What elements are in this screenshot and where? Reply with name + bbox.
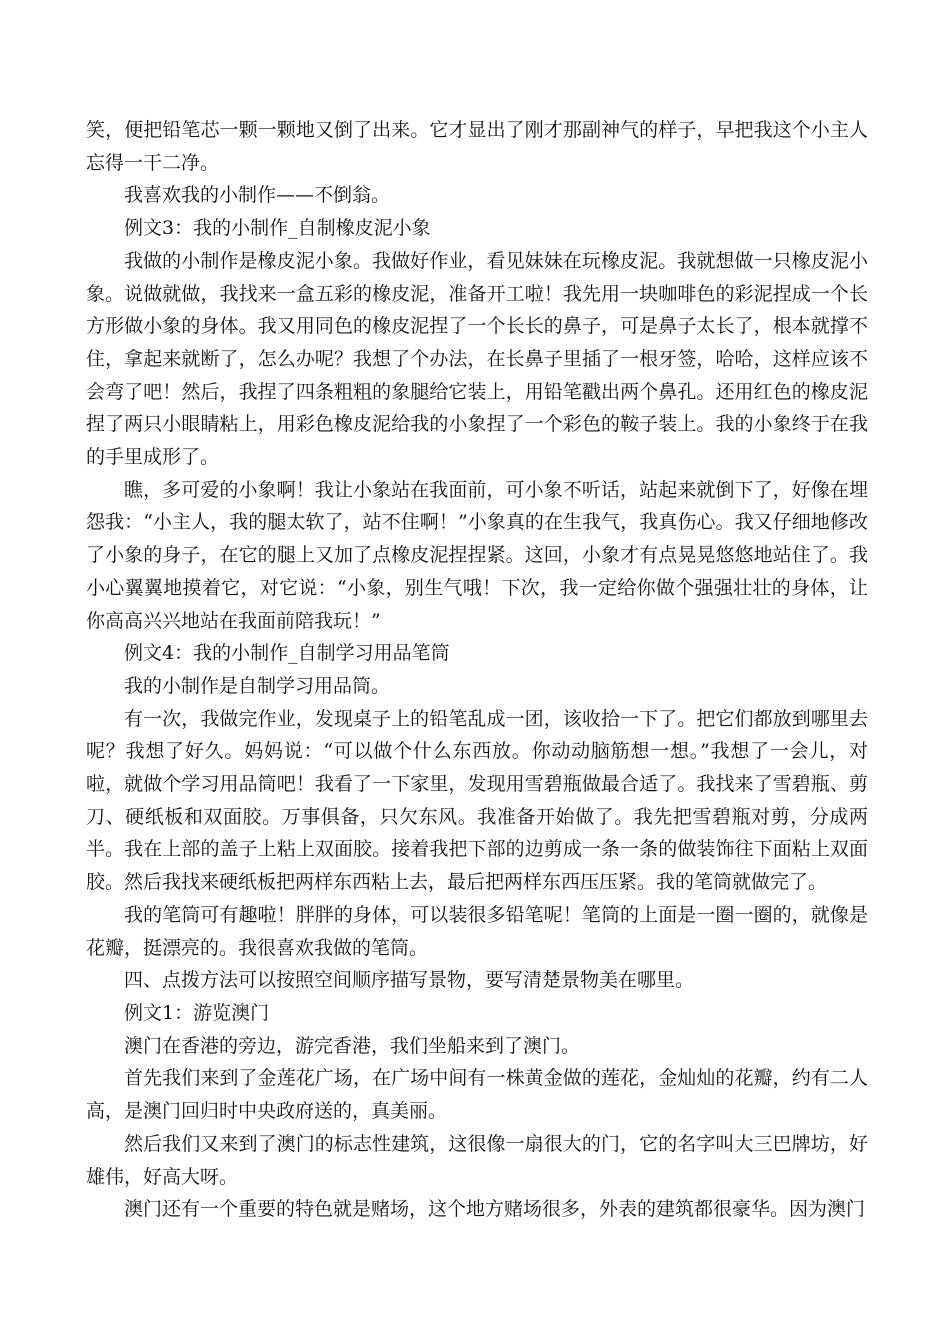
paragraph-12: 澳门在香港的旁边，游完香港，我们坐船来到了澳门。 [124, 1034, 581, 1057]
paragraph-5: 瞧，多可爱的小象啊！我让小象站在我面前，可小象不听话，站起来就倒下了，好像在埋怨我：“小主人，我的腿太软了，站不住啊！”小象真的在生我气，我真伤心。我又仔细地修改了小象的身子，在它的腿上又加了点橡皮泥捏捏紧。这回，小象才有点晃晃悠悠地站住了。我小心翼翼地摸着它，对它说：“小象，别生气哦！下次，我一定给你做个强强壮壮的身体，让你高高兴兴地站在我面前陪我玩！” [86, 478, 868, 632]
example-heading-4: 例文4：我的小制作_自制学习用品笔筒 [124, 642, 450, 665]
paragraph-8: 有一次，我做完作业，发现桌子上的铅笔乱成一团，该收拾一下了。把它们都放到哪里去呢？我想了好久。妈妈说：“可以做个什么东西放。你动动脑筋想一想。”我想了一会儿，对啦，就做个学习用品筒吧！我看了一下家里，发现用雪碧瓶做最合适了。我找来了雪碧瓶、剪刀、硬纸板和双面胶。万事俱备，只欠东风。我准备开始做了。我先把雪碧瓶对剪，分成两半。我在上部的盖子上粘上双面胶。接着我把下部的边剪成一条一条的做装饰往下面粘上双面胶。然后我找来硬纸板把两样东西粘上去，最后把两样东西压压紧。我的笔筒就做完了。 [86, 707, 868, 894]
example-heading-1: 例文1：游览澳门 [124, 1001, 270, 1024]
paragraph-14: 然后我们又来到了澳门的标志性建筑，这很像一扇很大的门，它的名字叫大三巴牌坊，好雄伟，好高大呀。 [86, 1132, 868, 1188]
section-heading-4: 四、点拨方法可以按照空间顺序描写景物，要写清楚景物美在哪里。 [124, 969, 695, 992]
paragraph-9: 我的笔筒可有趣啦！胖胖的身体，可以装很多铅笔呢！笔筒的上面是一圈一圈的，就像是花瓣，挺漂亮的。我很喜欢我做的笔筒。 [86, 903, 868, 959]
example-heading-3: 例文3：我的小制作_自制橡皮泥小象 [124, 217, 431, 240]
paragraph-2: 我喜欢我的小制作——不倒翁。 [124, 184, 391, 207]
paragraph-7: 我的小制作是自制学习用品筒。 [124, 674, 391, 697]
document-body [86, 114, 868, 1226]
paragraph-1: 笑，便把铅笔芯一颗一颗地又倒了出来。它才显出了刚才那副神气的样子，早把我这个小主人忘得一干二净。 [86, 119, 868, 174]
paragraph-4: 我做的小制作是橡皮泥小象。我做好作业，看见妹妹在玩橡皮泥。我就想做一只橡皮泥小象。说做就做，我找来一盒五彩的橡皮泥，准备开工啦！我先用一块咖啡色的彩泥捏成一个长方形做小象的身体。我又用同色的橡皮泥捏了一个长长的鼻子，可是鼻子太长了，根本就撑不住，拿起来就断了，怎么办呢？我想了个办法，在长鼻子里插了一根牙签，哈哈，这样应该不会弯了吧！然后，我捏了四条粗粗的象腿给它装上，用铅笔戳出两个鼻孔。还用红色的橡皮泥捏了两只小眼睛粘上，用彩色橡皮泥给我的小象捏了一个彩色的鞍子装上。我的小象终于在我的手里成形了。 [86, 249, 868, 469]
paragraph-15: 澳门还有一个重要的特色就是赌场，这个地方赌场很多，外表的建筑都很豪华。因为澳门 [124, 1198, 866, 1221]
paragraph-13: 首先我们来到了金莲花广场，在广场中间有一株黄金做的莲花，金灿灿的花瓣，约有二人高，是澳门回归时中央政府送的，真美丽。 [86, 1067, 868, 1123]
